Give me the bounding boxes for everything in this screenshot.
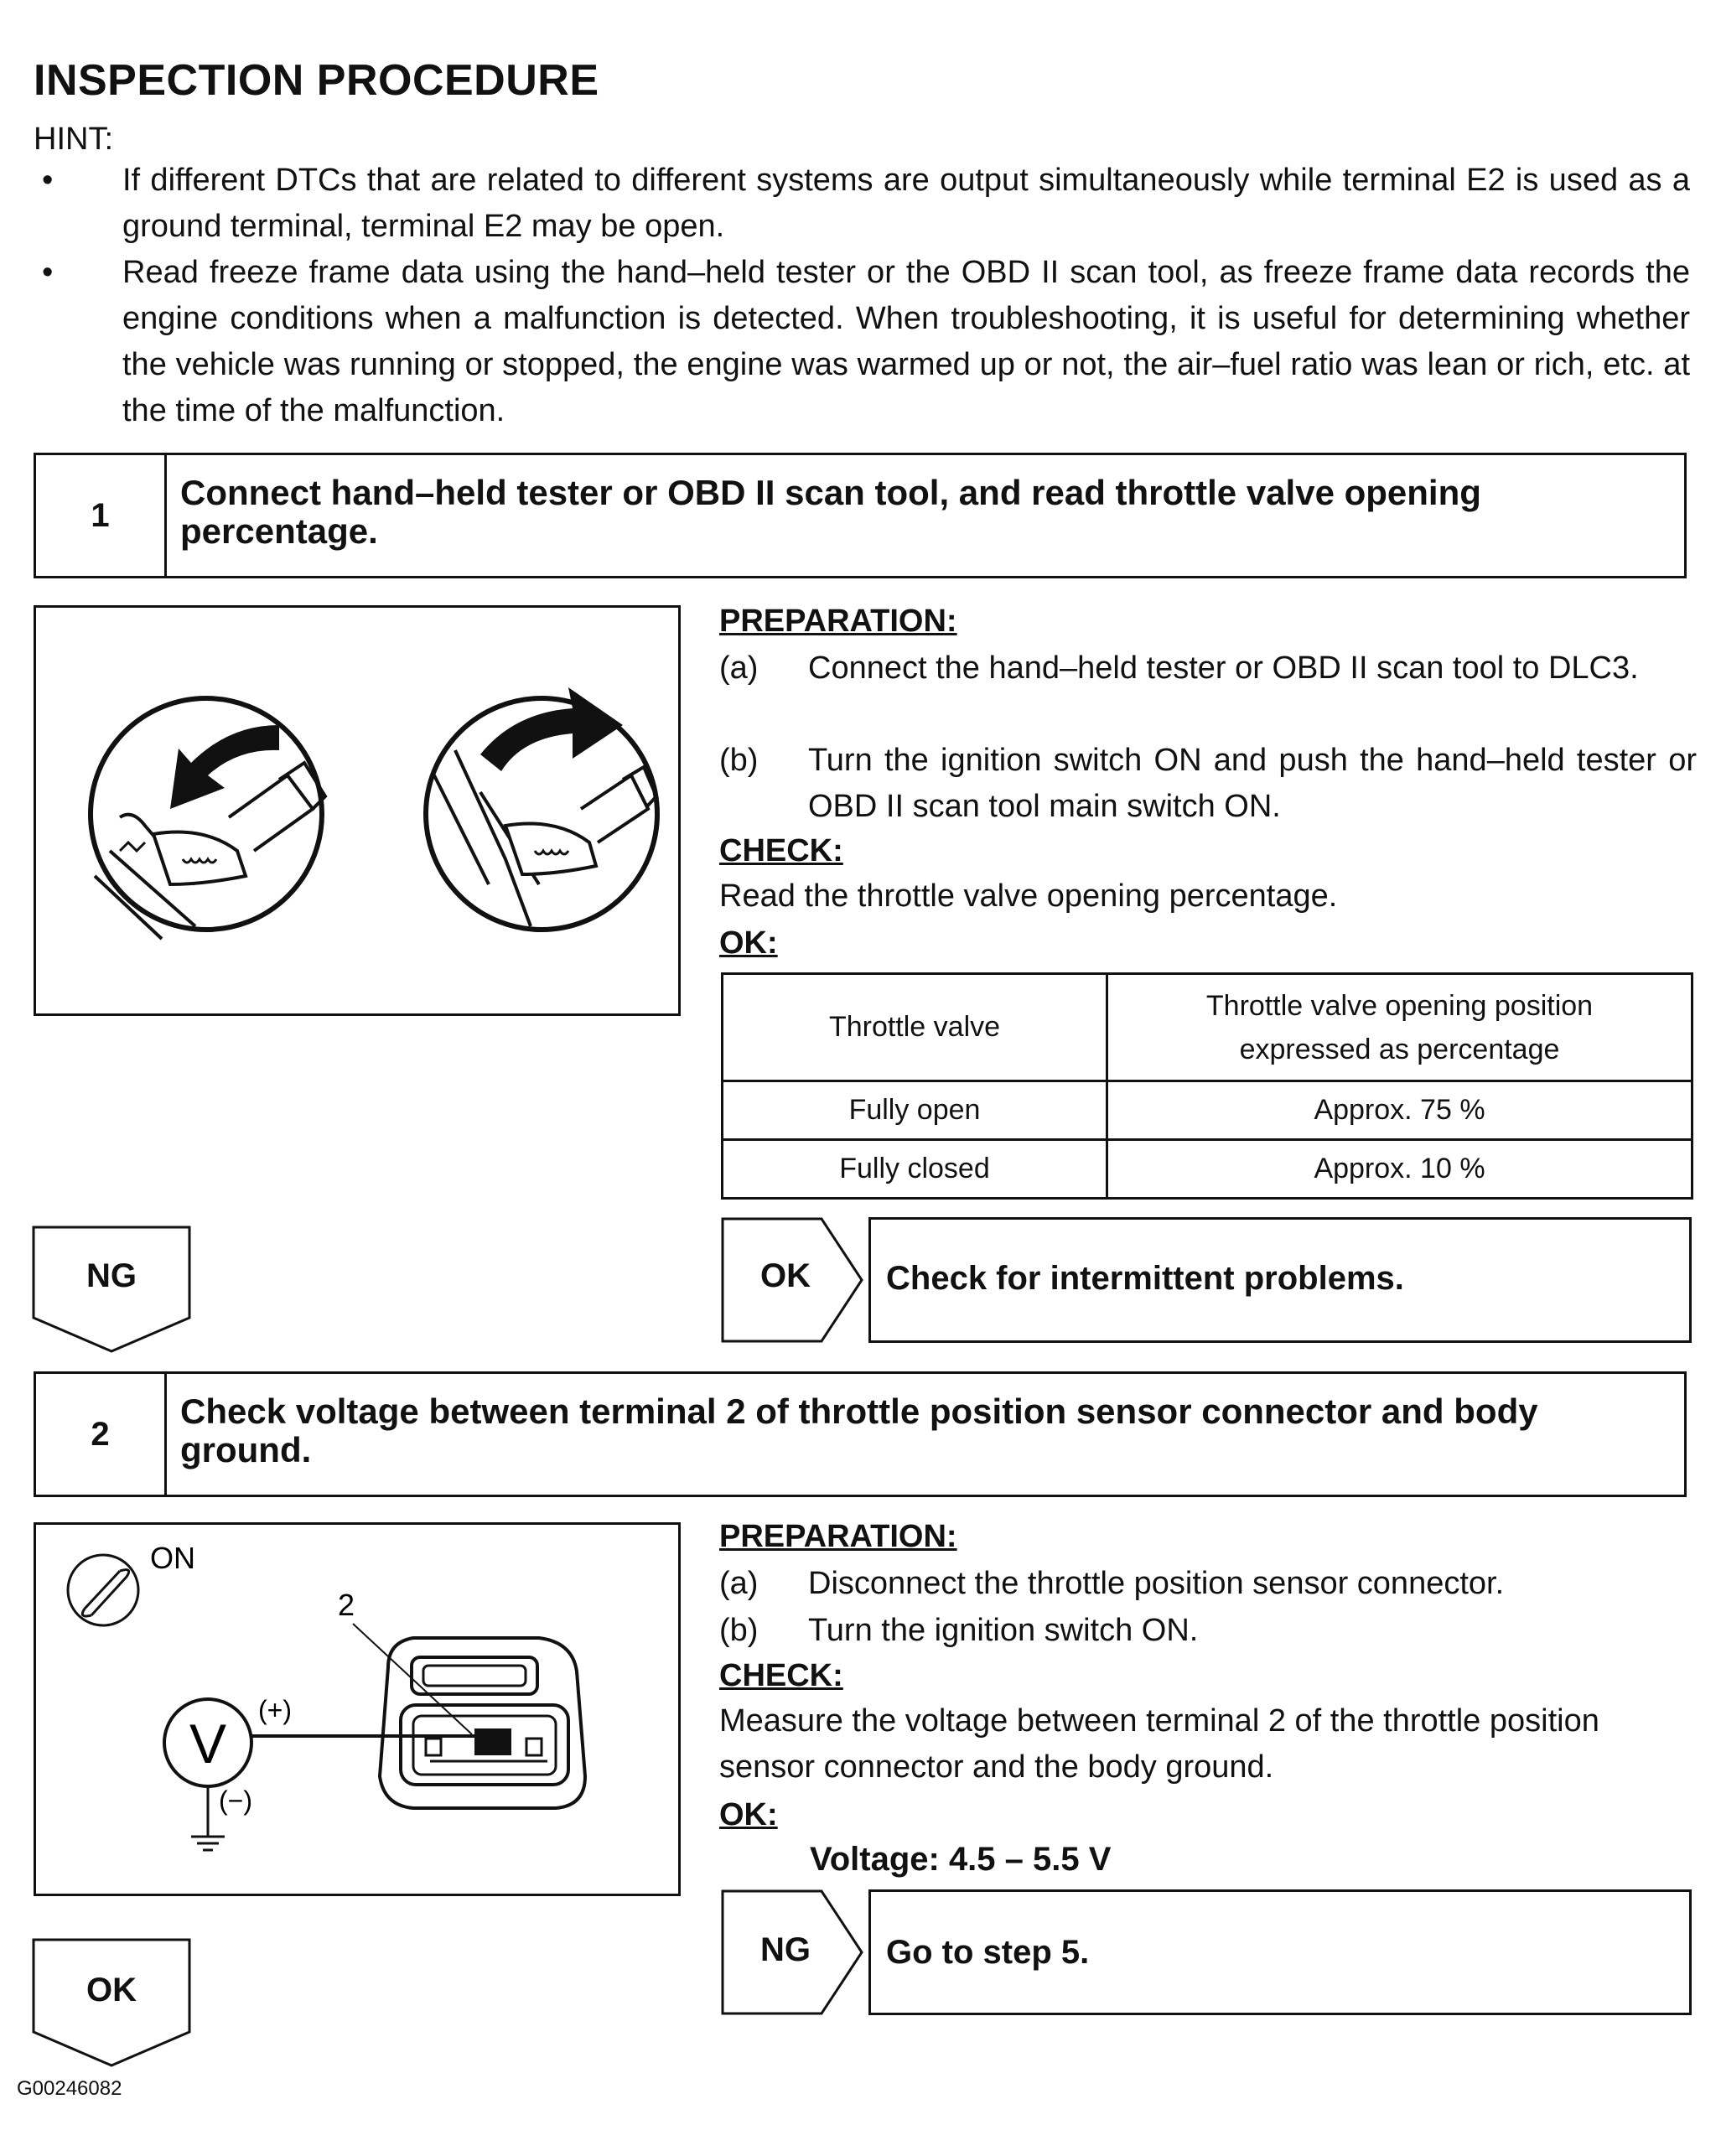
- page-title: INSPECTION PROCEDURE: [34, 56, 599, 105]
- check-text: Read the throttle valve opening percentage.: [719, 878, 1338, 914]
- step-title: Connect hand–held tester or OBD II scan tool, and read throttle valve opening percentage.: [180, 473, 1481, 551]
- prep-item: [719, 738, 1697, 830]
- check-text: Measure the voltage between terminal 2 of the throttle position sensor connector and the body ground.: [719, 1703, 1599, 1785]
- step-title: Check voltage between terminal 2 of throttle position sensor connector and body ground.: [180, 1392, 1538, 1469]
- table-cell: Fully closed: [723, 1140, 1107, 1199]
- prep-item: [719, 645, 1692, 738]
- table-cell: Approx. 10 %: [1107, 1140, 1692, 1199]
- check-label: CHECK:: [719, 833, 843, 868]
- ok-result-text: Check for intermittent problems.: [886, 1260, 1404, 1297]
- preparation-label: PREPARATION:: [719, 1519, 957, 1554]
- prep-key: (b): [719, 743, 759, 778]
- ok-arrow-label: OK: [86, 1972, 137, 2008]
- hint-bullet-2: Read freeze frame data using the hand–held tester or the OBD II scan tool, as freeze frame data records the engine conditions when a malfunction is detected. When troubleshooting, it is useful for determining whether the vehicle was running or stopped, the engine was warmed up or not, the air–fuel ratio was lean or rich, etc. at the time of the malfunction.: [122, 255, 1690, 428]
- step-number: 1: [36, 455, 167, 576]
- ok-value: Voltage: 4.5 – 5.5 V: [810, 1841, 1112, 1878]
- prep-key: (a): [719, 650, 759, 686]
- check-label: CHECK:: [719, 1658, 843, 1693]
- ng-arrow-label: NG: [86, 1257, 137, 1294]
- figure-id: G00246082: [17, 2077, 122, 2100]
- prep-key: (a): [719, 1566, 759, 1601]
- ng-result-text: Go to step 5.: [886, 1934, 1090, 1971]
- spec-table: [721, 972, 1693, 1200]
- preparation-label: PREPARATION:: [719, 604, 957, 639]
- table-cell: Fully open: [723, 1081, 1107, 1140]
- terminal-number-text: 2: [338, 1588, 355, 1622]
- voltmeter-v: V: [189, 1713, 227, 1775]
- prep-text: Turn the ignition switch ON and push the hand–held tester or OBD II scan tool main switch ON.: [808, 743, 1697, 824]
- plus-label: (+): [258, 1695, 292, 1725]
- ok-arrow-label: OK: [760, 1257, 811, 1294]
- table-header: Throttle valve: [723, 974, 1107, 1081]
- ok-result-box: [868, 1217, 1692, 1343]
- pedal-figure: [34, 605, 681, 1016]
- prep-item: [719, 1608, 1692, 1654]
- ok-label: OK:: [719, 925, 778, 961]
- table-cell: Approx. 75 %: [1107, 1081, 1692, 1140]
- prep-item: [719, 1561, 1692, 1607]
- hint-label: HINT:: [34, 122, 113, 157]
- ignition-on-text: ON: [150, 1541, 195, 1575]
- step-2-header: [34, 1371, 1687, 1497]
- step-1-header: [34, 453, 1687, 578]
- step-number: 2: [36, 1374, 167, 1495]
- ng-result-box: [868, 1889, 1692, 2015]
- hint-bullet-1: If different DTCs that are related to different systems are output simultaneously while terminal E2 is used as a ground terminal, terminal E2 may be open.: [122, 163, 1690, 244]
- minus-label: (−): [219, 1785, 252, 1816]
- prep-text: Turn the ignition switch ON.: [808, 1613, 1199, 1648]
- ng-arrow-label: NG: [760, 1931, 811, 1968]
- prep-text: Disconnect the throttle position sensor connector.: [808, 1566, 1505, 1601]
- prep-key: (b): [719, 1613, 759, 1648]
- bullet-marker: •: [42, 163, 54, 198]
- voltage-figure: [34, 1522, 681, 1896]
- ok-label: OK:: [719, 1797, 778, 1832]
- prep-text: Connect the hand–held tester or OBD II scan tool to DLC3.: [808, 650, 1639, 686]
- table-header: Throttle valve opening position expressed as percentage: [1107, 974, 1692, 1081]
- bullet-marker: •: [42, 255, 54, 290]
